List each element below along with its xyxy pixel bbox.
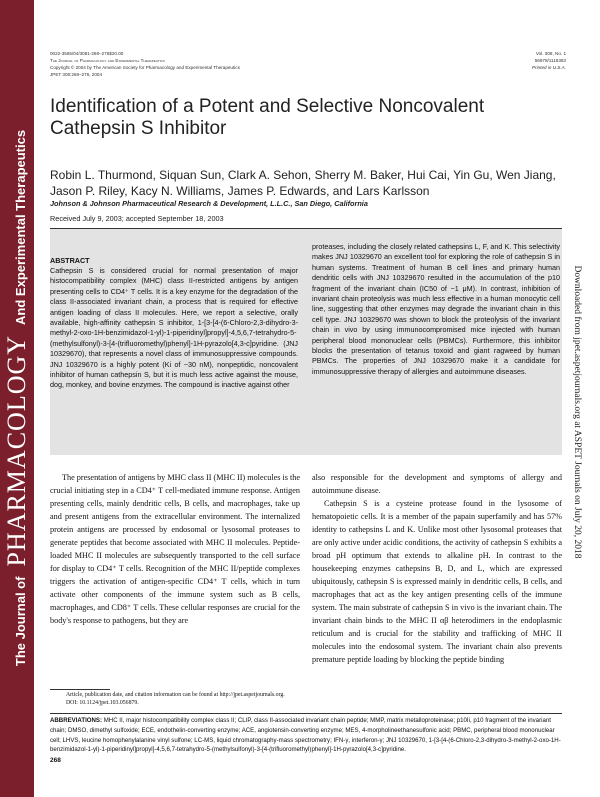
journal-header-info: [50, 50, 350, 78]
article-received-dates: Received July 9, 2003; accepted September 18, 2003: [50, 214, 224, 223]
journal-sidebar-title: [2, 0, 32, 797]
body-paragraph: Cathepsin S is a cysteine protease found in the lysosome of hematopoietic cells. It is a member of the papain superfamily and has 57% identity to cathepsins L and K. Unlike most other lysosomal proteases that are only active under acidic conditions, the activity of cathepsin S exhibits a broad pH optimum that extends to alkaline pH. In contrast to the housekeeping enzymes cathepsins B, D, and L, which are expressed ubiquitously, cathepsin S is expressed mainly in dendritic cells, B cells, and macrophages that act as the key antigen presenting cells of the immune system. The main substrate of cathepsin S in vivo is the invariant chain. The invariant chain binds to the MHC II αβ heterodimers in the endoplasmic reticulum and is crucial for the stability and trafficking of MHC II molecules into the endosomal system. The invariant chain also prevents premature peptide loading by blocking the peptide binding: [312, 499, 562, 664]
sidebar-prefix: The Journal of: [13, 576, 28, 667]
header-line: 0022-3565/04/3081-268–276$20.00: [50, 51, 124, 56]
footnote-divider: [50, 689, 110, 690]
volume-line: 56978/1116363: [534, 58, 566, 63]
journal-sidebar: [0, 0, 34, 797]
article-affiliation: Johnson & Johnson Pharmaceutical Research & Development, L.L.C., San Diego, California: [50, 199, 368, 208]
abbreviations-divider: [50, 713, 562, 714]
body-paragraph: also responsible for the development and symptoms of allergy and autoimmune disease.: [312, 473, 562, 495]
header-line: The Journal of Pharmacology and Experimental Therapeutics: [50, 58, 165, 63]
article-authors: Robin L. Thurmond, Siquan Sun, Clark A. Sehon, Sherry M. Baker, Hui Cai, Yin Gu, Wen Jiang, Jason P. Riley, Kacy N. Williams, James P. Edwards, and Lars Karlsson: [50, 168, 556, 198]
abstract-text-left: Cathepsin S is considered crucial for normal presentation of major histocompatibility complex (MHC) class II-restricted antigens by antigen presenting cells to CD4⁺ T cells. It is a key enzyme for the degradation of the class II-associated invariant chain, a process that is required for effective antigen loading of class II molecules. Here, we report a selective, orally available, high-affinity cathepsin S inhibitor, 1-[3-[4-(6-Chloro-2,3-dihydro-3-methyl-2-oxo-1H-benzimidazol-1-yl)-1-piperidinyl]propyl]-4,5,6,7-tetrahydro-5-(methylsulfonyl)-3-[4-(trifluoromethyl)phenyl]-1H-pyrazolo[4,3-c]pyridine. (JNJ 10329670), that represents a novel class of immunosuppressive compounds. JNJ 10329670 is a highly potent (Ki of ~30 nM), nonpeptidic, noncovalent inhibitor of human cathepsin S, but it is much less active against the mouse, dog, monkey, and bovine enzymes. The compound is inactive against other: [50, 266, 298, 390]
journal-volume-info: [386, 50, 566, 71]
abbreviations: [50, 716, 562, 755]
article-title: Identification of a Potent and Selective Noncovalent Cathepsin S Inhibitor: [50, 96, 485, 139]
body-paragraph: The presentation of antigens by MHC class II (MHC II) molecules is the crucial initiating step in a CD4⁺ T cell-mediated immune response. Antigen presenting cells, mainly dendritic cells, B cells, and macrophages, take up and present antigens from the extracellular environment. The internalized protein antigens are processed by endosomal or lysosomal proteases to generate peptides that become associated with MHC II molecules. Peptide-loaded MHC II molecules are subsequently transported to the cell surface for display to CD4⁺ T cells. Recognition of the MHC II/peptide complexes triggers the activation of antigen-specific CD4⁺ T cells, which in turn activate other components of the immune system such as B cells, macrophages, and CD8⁺ T cells. These cellular responses are crucial for the body's response to pathogens, but they are: [50, 473, 300, 625]
footnote: [66, 691, 302, 707]
body-column-left: [50, 471, 300, 627]
sidebar-journal-name: PHARMACOLOGY: [2, 334, 31, 567]
page-number: 268: [50, 757, 61, 764]
abstract-text-right: proteases, including the closely related cathepsins L, F, and K. This selectivity makes JNJ 10329670 an excellent tool for exploring the role of cathepsin S in human systems. Treatment of human B cell lines and primary human dendritic cells with JNJ 10329670 resulted in the accumulation of the p10 fragment of the invariant chain (IC50 of ~1 μM). In contrast, inhibition of invariant chain proteolysis was much less effective in a human monocytic cell line, suggesting that other enzymes may degrade the invariant chain in this cell type. JNJ 10329670 was shown to block the proteolysis of the invariant chain in vivo by using immunocompromised mice injected with human peripheral blood mononuclear cells (PBMCs). Furthermore, this inhibitor blocks the presentation of tetanus toxoid and giant ragweed by human PBMCs. The properties of JNJ 10329670 make it a candidate for immunosuppressive therapy of allergies and autoimmune diseases.: [312, 242, 560, 376]
footnote-citation: Article, publication date, and citation information can be found at http://jpet.aspetjournals.org.: [66, 692, 285, 698]
header-line: Copyright © 2004 by The American Society for Pharmacology and Experimental Therapeutics: [50, 65, 240, 70]
download-margin-note: Downloaded from jpet.aspetjournals.org at ASPET Journals on July 20, 2018: [572, 265, 582, 559]
volume-line: Vol. 308, No. 1: [535, 51, 566, 56]
sidebar-suffix: And Experimental Therapeutics: [13, 129, 28, 325]
header-line: JPET 308:268–276, 2004: [50, 72, 103, 77]
abbreviations-label: ABBREVIATIONS:: [50, 717, 103, 724]
volume-line: Printed in U.S.A.: [532, 65, 566, 70]
footnote-doi: DOI: 10.1124/jpet.103.056879.: [66, 700, 139, 706]
abbreviations-text: MHC II, major histocompatibility complex class II; CLIP, class II-associated invariant chain peptide; MMP, matrix metalloproteinase; p10Ii, p10 fragment of the invariant chain; DMSO, dimethyl sulfoxide; ECE, endothelin-converting enzyme; ACE, angiotensin-converting enzyme; MES, 4-morpholineethanesulfonic acid; PBMC, peripheral blood mononuclear cell; LHVS, leucine homophenylalanine vinyl sulfone; LC-MS, liquid chromatography-mass spectrometry; IFN-γ, interferon-γ; JNJ 10329670, 1-[3-[4-(6-Chloro-2,3-dihydro-3-methyl-2-oxo-1H-benzimidazol-1-yl)-1-piperidinyl]propyl]-4,5,6,7-tetrahydro-5-(methylsulfonyl)-3-[4-(trifluoromethyl)phenyl]-1H-pyrazolo[4,3-c]pyridine.: [50, 717, 561, 754]
body-column-right: [312, 471, 562, 666]
abstract-heading: ABSTRACT: [50, 256, 90, 265]
